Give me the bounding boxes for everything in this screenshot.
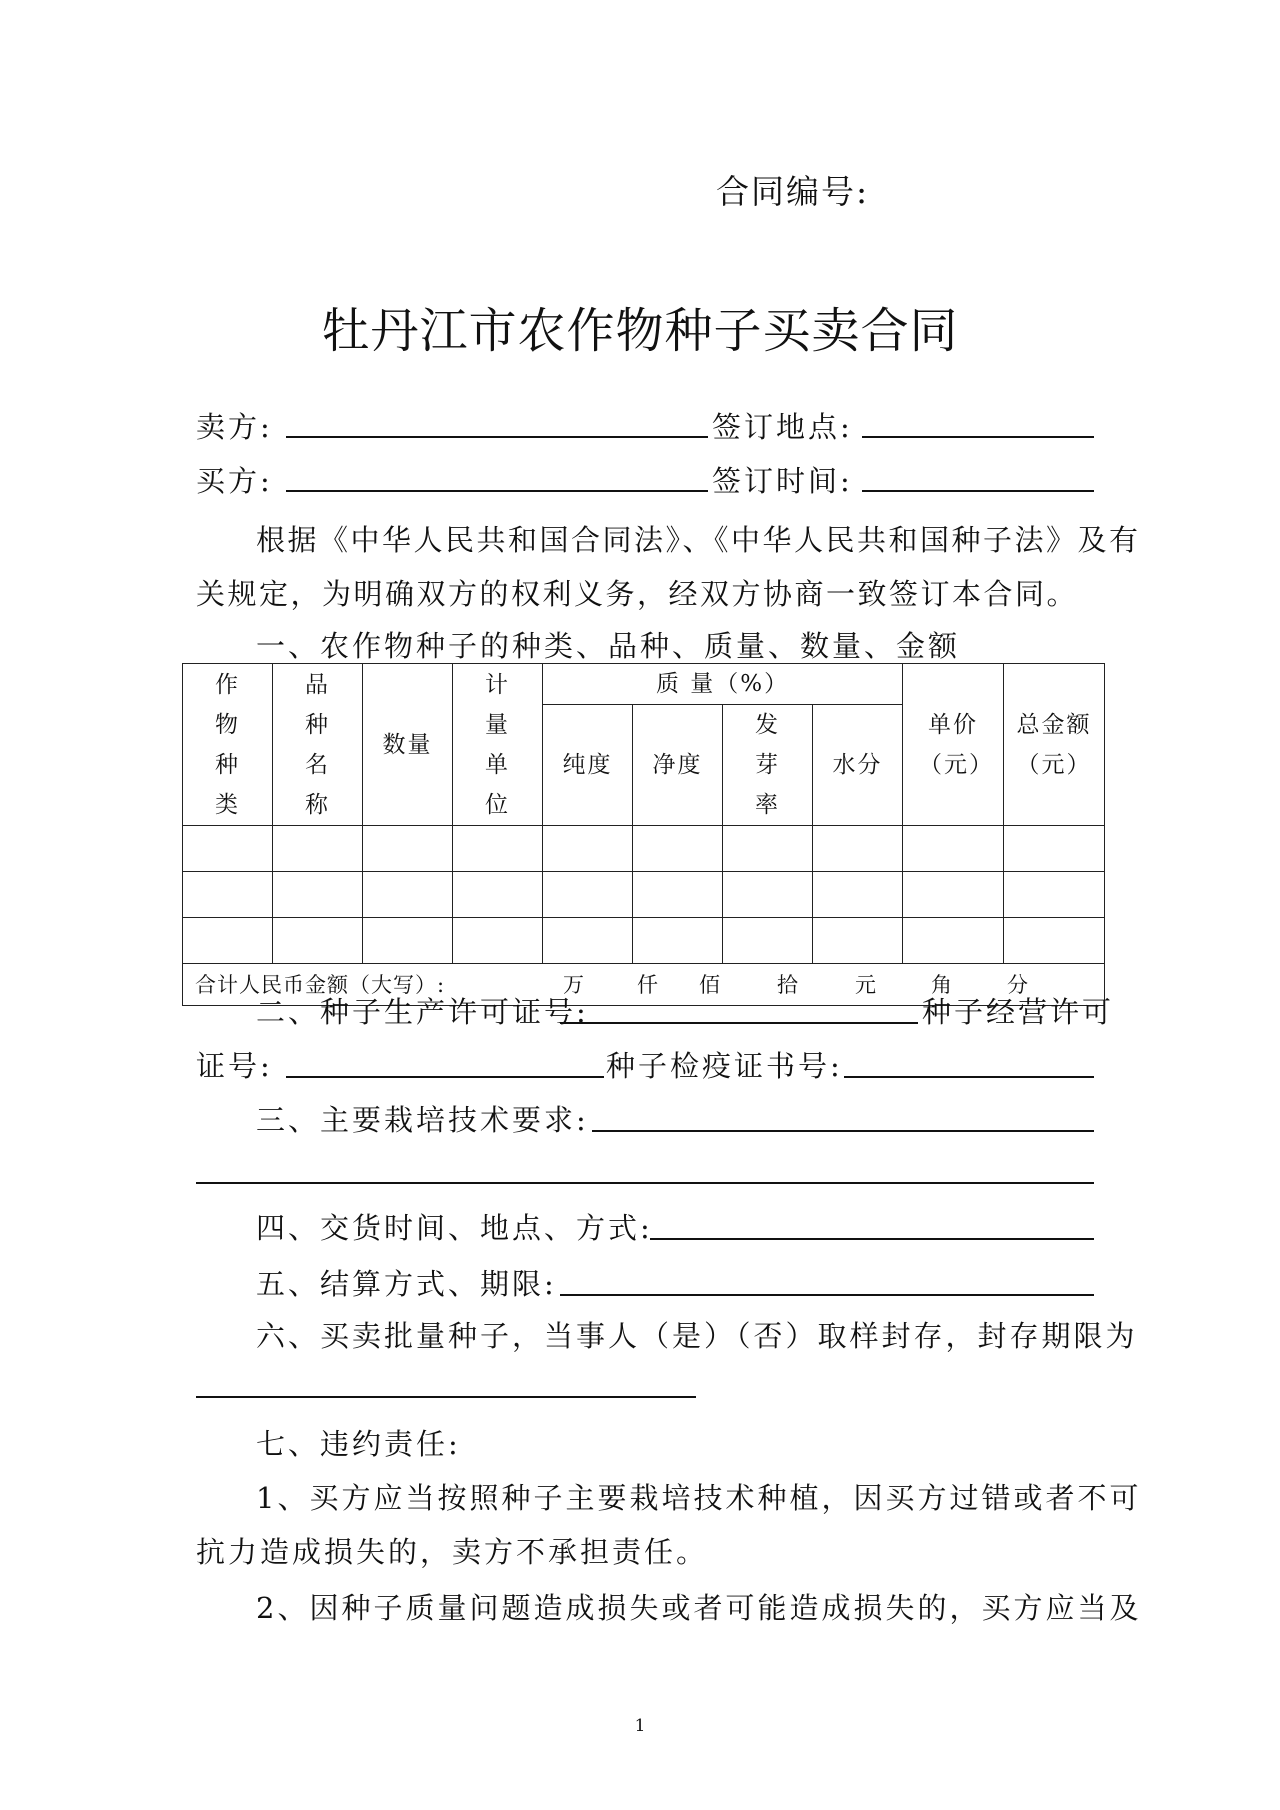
delivery-field[interactable] (650, 1238, 1094, 1240)
liability-item-2-line-1: 2、因种子质量问题造成损失或者可能造成损失的，买方应当及 (256, 1591, 1142, 1625)
header-quality: 质 量（%） (543, 664, 903, 705)
sign-time-label: 签订时间: (712, 464, 853, 498)
liability-item-1-line-1: 1、买方应当按照种子主要栽培技术种植，因买方过错或者不可 (256, 1481, 1142, 1515)
operation-license-label-end: 证号: (196, 1049, 273, 1083)
header-moisture: 水分 (813, 705, 903, 826)
header-unit-price: 单价（元） (903, 664, 1004, 826)
table-row (183, 826, 1105, 872)
unit-jiao: 角 (931, 972, 953, 997)
settlement-label: 五、结算方式、期限: (256, 1267, 557, 1301)
table-row (183, 918, 1105, 964)
liability-item-1-line-2: 抗力造成损失的，卖方不承担责任。 (196, 1535, 709, 1569)
unit-fen: 分 (1007, 972, 1029, 997)
table-cell[interactable] (723, 872, 813, 918)
section-1-title: 一、农作物种子的种类、品种、质量、数量、金额 (256, 629, 961, 663)
table-cell[interactable] (633, 918, 723, 964)
header-quantity: 数量 (363, 664, 453, 826)
table-cell[interactable] (633, 872, 723, 918)
production-license-field[interactable] (560, 1022, 918, 1024)
table-cell[interactable] (453, 826, 543, 872)
table-cell[interactable] (273, 872, 363, 918)
header-purity: 纯度 (543, 705, 633, 826)
production-license-label: 二、种子生产许可证号: (256, 995, 589, 1029)
table-cell[interactable] (453, 918, 543, 964)
table-cell[interactable] (543, 872, 633, 918)
buyer-field[interactable] (286, 490, 708, 492)
header-total-amount: 总金额（元） (1004, 664, 1105, 826)
header-variety: 品种名称 (273, 664, 363, 826)
header-cleanliness: 净度 (633, 705, 723, 826)
table-cell[interactable] (813, 918, 903, 964)
delivery-label: 四、交货时间、地点、方式: (256, 1211, 653, 1245)
table-cell[interactable] (903, 918, 1004, 964)
cultivation-requirements-field-2[interactable] (196, 1182, 1094, 1184)
liability-title: 七、违约责任: (256, 1427, 461, 1461)
table-cell[interactable] (723, 826, 813, 872)
unit-qian: 仟 (637, 972, 659, 997)
seller-field[interactable] (286, 436, 708, 438)
table-row (183, 872, 1105, 918)
cultivation-requirements-label: 三、主要栽培技术要求: (256, 1103, 589, 1137)
sign-time-field[interactable] (862, 490, 1094, 492)
unit-bai: 佰 (699, 972, 721, 997)
table-cell[interactable] (273, 826, 363, 872)
table-cell[interactable] (813, 826, 903, 872)
settlement-field[interactable] (560, 1294, 1094, 1296)
table-cell[interactable] (1004, 918, 1105, 964)
table-cell[interactable] (903, 872, 1004, 918)
table-cell[interactable] (723, 918, 813, 964)
sign-place-label: 签订地点: (712, 410, 853, 444)
contract-number-label: 合同编号: (716, 172, 870, 211)
table-cell[interactable] (903, 826, 1004, 872)
sealing-period-field[interactable] (196, 1396, 696, 1398)
unit-yuan: 元 (855, 972, 877, 997)
table-cell[interactable] (543, 826, 633, 872)
intro-line-2: 关规定，为明确双方的权利义务，经双方协商一致签订本合同。 (196, 577, 1079, 611)
table-cell[interactable] (1004, 872, 1105, 918)
quarantine-cert-label: 种子检疫证书号: (606, 1049, 843, 1083)
table-cell[interactable] (363, 826, 453, 872)
quarantine-cert-field[interactable] (844, 1076, 1094, 1078)
seller-label: 卖方: (196, 410, 273, 444)
table-cell[interactable] (543, 918, 633, 964)
header-unit: 计量单位 (453, 664, 543, 826)
cultivation-requirements-field[interactable] (592, 1130, 1094, 1132)
table-cell[interactable] (183, 826, 273, 872)
table-cell[interactable] (363, 872, 453, 918)
operation-license-label-start: 种子经营许可 (922, 995, 1115, 1029)
seed-items-table (182, 663, 1105, 1006)
document-title: 牡丹江市农作物种子买卖合同 (321, 303, 959, 359)
header-germination: 发芽率 (723, 705, 813, 826)
table-cell[interactable] (813, 872, 903, 918)
intro-line-1: 根据《中华人民共和国合同法》、《中华人民共和国种子法》及有 (256, 523, 1141, 557)
operation-license-field[interactable] (286, 1076, 604, 1078)
sign-place-field[interactable] (862, 436, 1094, 438)
sample-sealing-text: 六、买卖批量种子，当事人（是）（否）取样封存，封存期限为 (256, 1319, 1138, 1353)
table-cell[interactable] (453, 872, 543, 918)
table-cell[interactable] (183, 918, 273, 964)
table-cell[interactable] (183, 872, 273, 918)
header-crop-type: 作物种类 (183, 664, 273, 826)
page-number: 1 (634, 1716, 646, 1736)
unit-wan: 万 (563, 972, 585, 997)
buyer-label: 买方: (196, 464, 273, 498)
table-cell[interactable] (1004, 826, 1105, 872)
unit-shi: 拾 (777, 972, 799, 997)
table-cell[interactable] (633, 826, 723, 872)
table-cell[interactable] (363, 918, 453, 964)
total-amount-label: 合计人民币金额（大写）: (195, 972, 446, 997)
table-cell[interactable] (273, 918, 363, 964)
